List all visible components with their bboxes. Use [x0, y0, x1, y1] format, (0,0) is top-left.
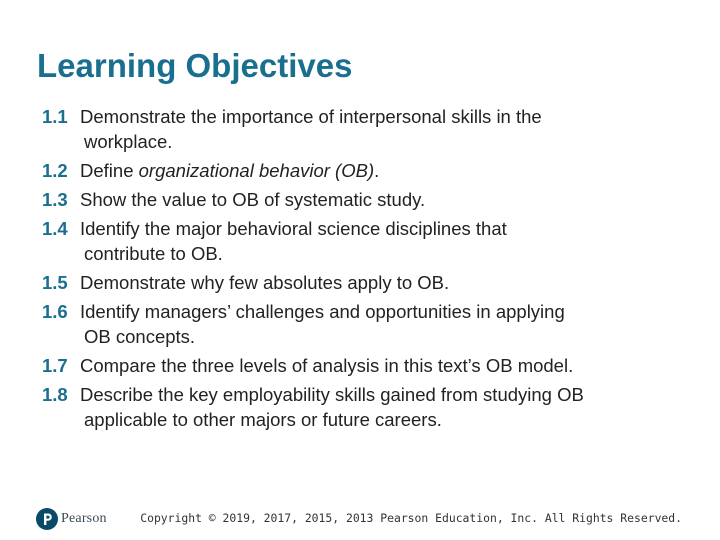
objective-number: 1.7: [42, 355, 68, 376]
slide-title: Learning Objectives: [37, 47, 353, 84]
pearson-logo-text: Pearson: [61, 511, 107, 526]
objective-emphasis: organizational behavior (OB): [138, 160, 375, 181]
objective-number: 1.4: [42, 218, 68, 239]
objective-number: 1.3: [42, 189, 68, 210]
objective-text-tail: .: [374, 160, 380, 181]
objective-item: [42, 353, 712, 378]
pearson-logo-icon: [36, 508, 58, 530]
objective-number: 1.8: [42, 384, 68, 405]
objective-text-continued: OB concepts.: [84, 326, 196, 347]
objective-number: 1.5: [42, 272, 68, 293]
objective-text: Demonstrate why few absolutes apply to OB.: [80, 272, 450, 293]
objective-text-continued: workplace.: [84, 131, 173, 152]
objective-text-continued: contribute to OB.: [84, 243, 223, 264]
objective-number: 1.1: [42, 106, 68, 127]
objective-item: [42, 104, 712, 154]
objective-item: [42, 216, 712, 266]
objective-item: [42, 187, 712, 212]
objective-text: Show the value to OB of systematic study.: [80, 189, 426, 210]
objective-text: Compare the three levels of analysis in this text’s OB model.: [80, 355, 574, 376]
objective-item: [42, 382, 712, 432]
objective-number: 1.6: [42, 301, 68, 322]
objectives-list: [42, 104, 712, 436]
objective-item: [42, 158, 712, 183]
objective-text: Demonstrate the importance of interpersonal skills in the: [80, 106, 542, 127]
objective-text-lead: Define: [80, 160, 139, 181]
objective-item: [42, 270, 712, 295]
objective-number: 1.2: [42, 160, 68, 181]
objective-text: [80, 158, 712, 183]
objective-text: Describe the key employability skills gained from studying OB: [80, 384, 584, 405]
objective-text: Identify the major behavioral science disciplines that: [80, 218, 507, 239]
objective-text: Identify managers’ challenges and opportunities in applying: [80, 301, 565, 322]
objective-item: [42, 299, 712, 349]
pearson-logo: [36, 506, 107, 532]
objective-text-continued: applicable to other majors or future careers.: [84, 409, 442, 430]
copyright-notice: Copyright © 2019, 2017, 2015, 2013 Pearson Education, Inc. All Rights Reserved.: [140, 511, 682, 525]
